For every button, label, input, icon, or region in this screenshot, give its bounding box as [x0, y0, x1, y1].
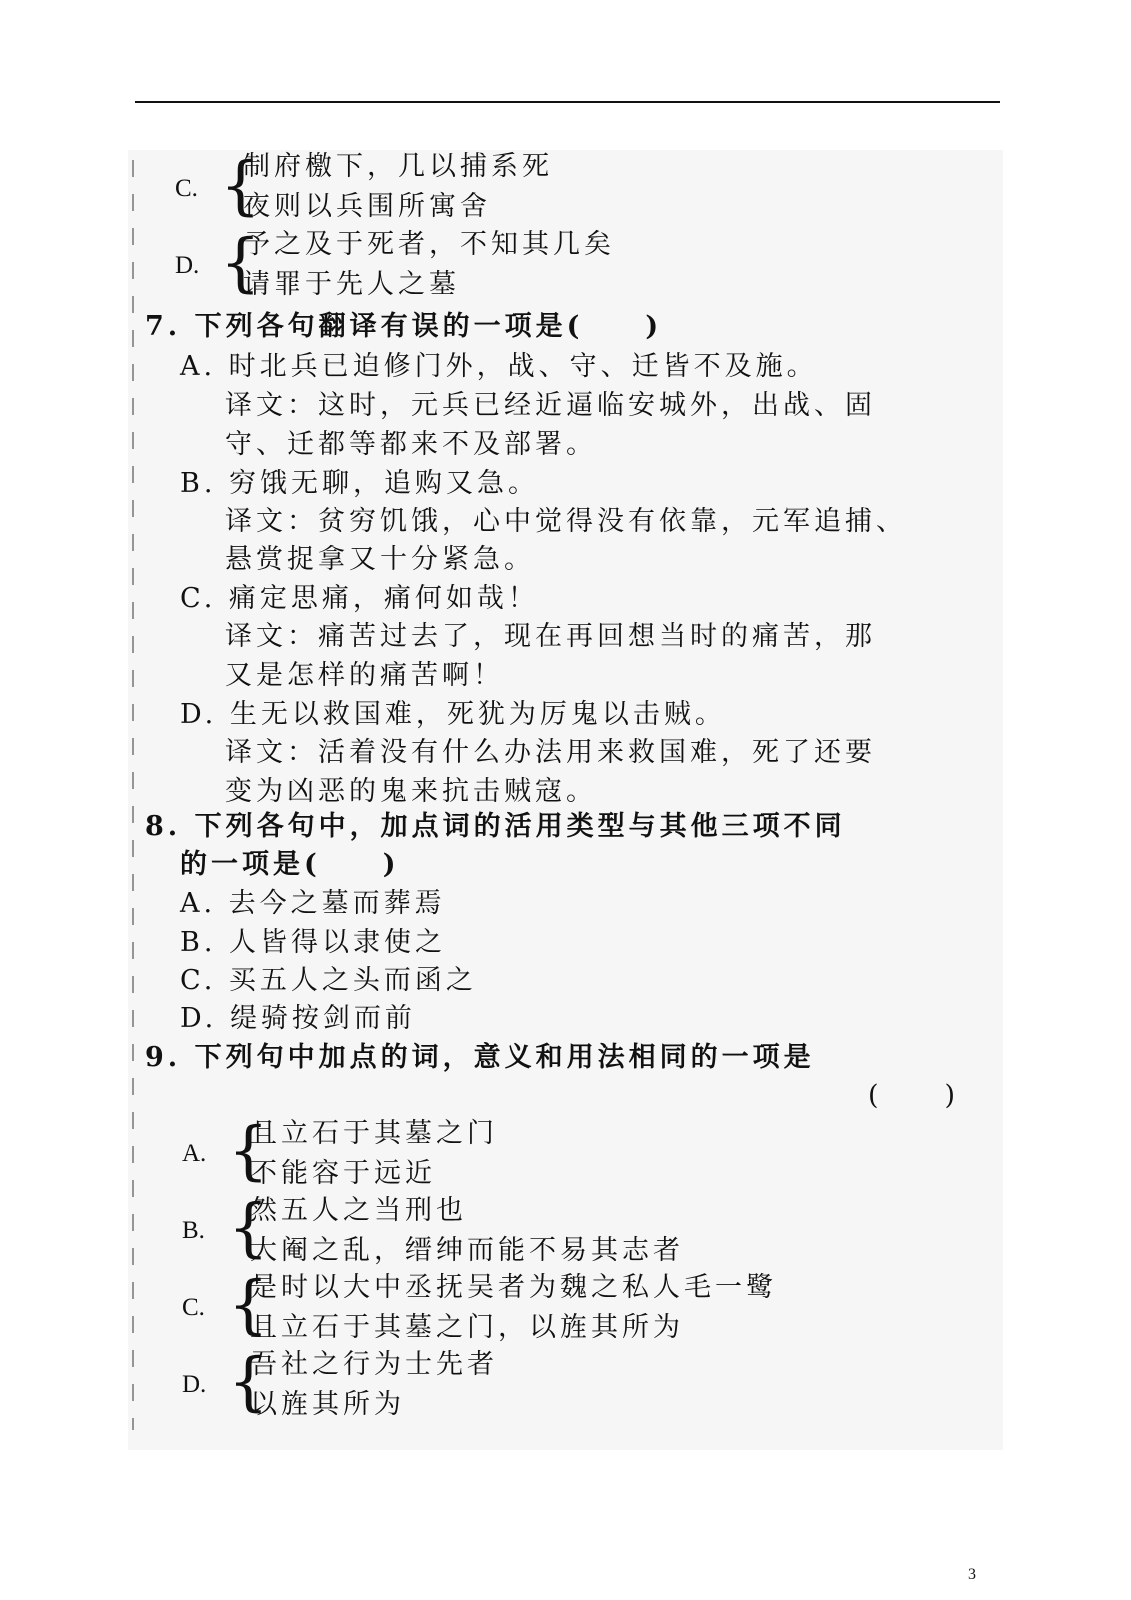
brace-icon: {: [228, 1114, 269, 1188]
q9-option-d-label: D.: [182, 1371, 207, 1398]
q6-option-c-line2: 夜则以兵围所寓舍: [243, 191, 491, 222]
q9-option-b-label: B.: [182, 1217, 205, 1244]
q8-stem-line1: 8. 下列各句中，加点词的活用类型与其他三项不同: [145, 811, 846, 842]
brace-icon: {: [220, 226, 261, 300]
brace-icon: {: [228, 1345, 269, 1419]
brace-icon: {: [228, 1268, 269, 1342]
q7-option-c-translation2: 又是怎样的痛苦啊！: [225, 660, 504, 691]
q7-option-b: B. 穷饿无聊，追购又急。: [180, 468, 540, 499]
q7-option-d-translation2: 变为凶恶的鬼来抗击贼寇。: [225, 776, 597, 807]
q7-option-b-translation2: 悬赏捉拿又十分紧急。: [225, 544, 535, 575]
brace-icon: {: [228, 1191, 269, 1265]
q7-option-c-translation1: 译文：痛苦过去了，现在再回想当时的痛苦，那: [225, 621, 876, 652]
brace-icon: {: [220, 149, 261, 223]
q9-option-c-line2: 且立石于其墓之门，以旌其所为: [250, 1312, 684, 1343]
q9-stem: 9. 下列句中加点的词，意义和用法相同的一项是: [145, 1042, 815, 1073]
q7-option-a: A. 时北兵已迫修门外，战、守、迁皆不及施。: [180, 351, 818, 382]
q9-option-d-line1: 吾社之行为士先者: [250, 1349, 498, 1380]
q8-option-a: A. 去今之墓而葬焉: [180, 888, 446, 919]
q7-option-a-translation1: 译文：这时，元兵已经近逼临安城外，出战、固: [225, 390, 876, 421]
q7-option-b-translation1: 译文：贫穷饥饿，心中觉得没有依靠，元军追捕、: [225, 506, 907, 537]
q6-option-c-label: C.: [175, 175, 198, 202]
q6-option-d-line2: 请罪于先人之墓: [243, 269, 460, 300]
q9-option-b-line2: 大阉之乱，缙绅而能不易其志者: [250, 1235, 684, 1266]
binding-dots: [132, 160, 136, 1430]
q9-option-a-label: A.: [182, 1140, 207, 1167]
q6-option-d-line1: 予之及于死者，不知其几矣: [243, 229, 615, 260]
header-rule: [135, 101, 1000, 103]
q9-answer-paren: ( ): [868, 1080, 960, 1111]
q9-option-c-label: C.: [182, 1294, 205, 1321]
q9-option-a-line2: 不能容于远近: [250, 1158, 436, 1189]
q9-option-a-line1: 且立石于其墓之门: [250, 1118, 498, 1149]
q8-stem-line2: 的一项是( ): [180, 849, 400, 880]
q7-option-a-translation2: 守、迁都等都来不及部署。: [225, 429, 597, 460]
q6-option-c-line1: 制府檄下，几以捕系死: [243, 151, 553, 182]
q8-option-c: C. 买五人之头而函之: [180, 965, 477, 996]
q8-option-d: D. 缇骑按剑而前: [180, 1003, 416, 1034]
page-number: 3: [968, 1566, 976, 1583]
q6-option-d-label: D.: [175, 252, 200, 279]
q7-stem: 7. 下列各句翻译有误的一项是( ): [145, 311, 663, 342]
q9-option-c-line1: 是时以大中丞抚吴者为魏之私人毛一鹭: [250, 1272, 777, 1303]
q7-option-d: D. 生无以救国难，死犹为厉鬼以击贼。: [180, 699, 726, 730]
q9-option-d-line2: 以旌其所为: [250, 1389, 405, 1420]
q8-option-b: B. 人皆得以隶使之: [180, 927, 447, 958]
q7-option-d-translation1: 译文：活着没有什么办法用来救国难，死了还要: [225, 737, 876, 768]
q9-option-b-line1: 然五人之当刑也: [250, 1195, 467, 1226]
q7-option-c: C. 痛定思痛，痛何如哉！: [180, 583, 539, 614]
